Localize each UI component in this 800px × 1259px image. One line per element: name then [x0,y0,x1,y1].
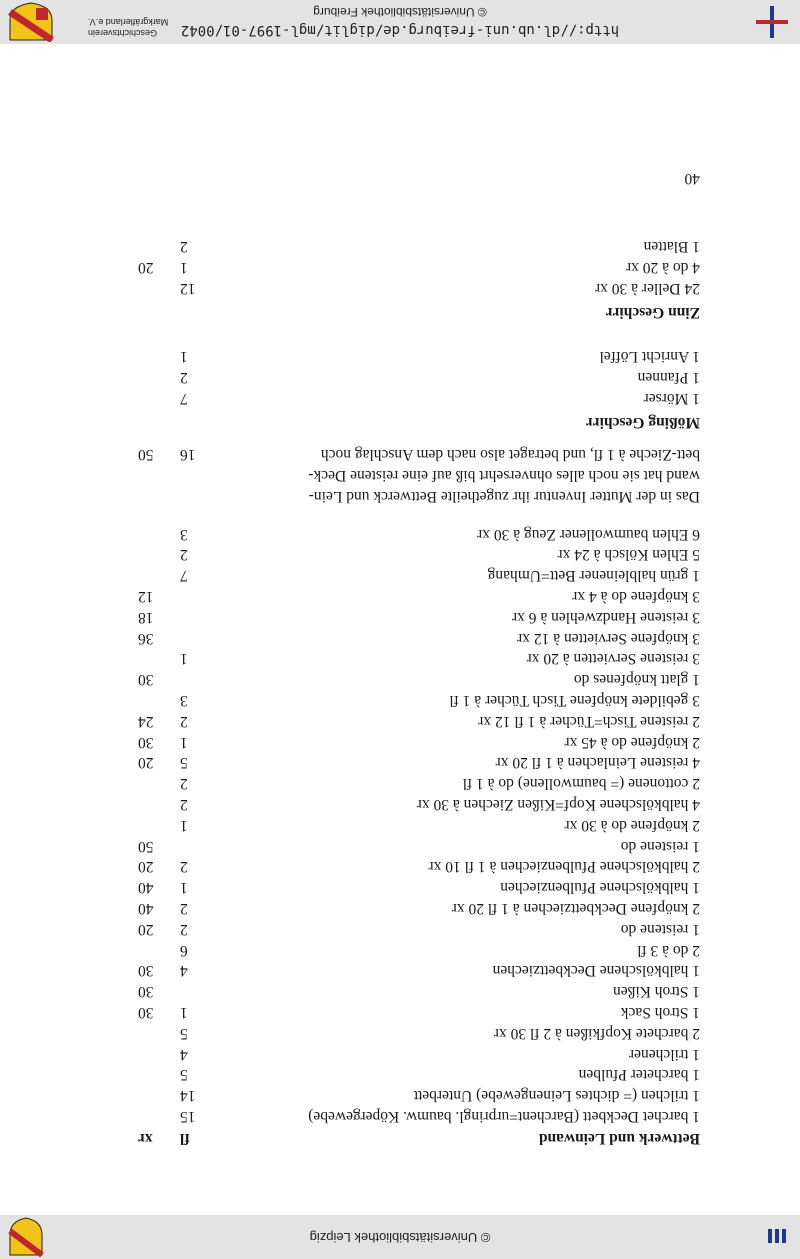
item-description: 1 trilchen (= dichtes Leinengewebe) Unterbett [413,1087,700,1105]
item-xr: 12 [138,588,154,605]
inventory-row [90,388,700,409]
item-fl: 15 [180,1108,196,1125]
paragraph-line: bett-Zieche à 1 fl, und betraget also nach dem Anschlag noch 16 50 [138,446,700,463]
item-description: 1 Stroh Sack [620,1004,700,1021]
section-heading-zinn: Zinn Geschirr [605,304,700,321]
inventory-row [90,711,700,732]
item-description: 1 Anricht Löffel [599,348,700,365]
item-fl: 2 [180,900,188,917]
item-description: 1 Stroh Kißen [613,983,700,1001]
item-fl: 5 [180,1066,188,1084]
header-bar [0,1215,800,1259]
inventory-row [90,794,700,815]
society-crest [6,1217,70,1257]
library-credit: © Universitätsbibliothek Leipzig [309,1230,491,1245]
item-fl: 5 [180,1024,188,1042]
item-fl: 1 [180,259,188,276]
footer-bar [0,0,800,44]
inventory-row [90,940,700,961]
item-fl: 1 [180,348,188,365]
item-description: 1 glatt knöpfenes do [573,671,700,689]
item-fl: 7 [180,567,188,585]
inventory-row [90,1064,700,1085]
inventory-row [90,278,700,299]
item-description: 2 cottonene (= baumwollene) do à 1 fl [462,775,700,793]
inventory-row [90,1085,700,1106]
item-fl: 1 [180,879,188,897]
item-xr: 40 [138,879,154,897]
item-description: 2 knöpfene Deckbettziechen à 1 fl 20 xr [451,900,700,917]
footer-credit: © Universitätsbibliothek Freiburg [313,5,487,19]
inventory-row [90,607,700,628]
item-description: 1 barchet Deckbett (Barchent=urpringl. baumw. Köpergewebe) [308,1108,700,1125]
inventory-row [90,257,700,278]
inventory-row [90,1044,700,1065]
inventory-row [90,1106,700,1127]
section-heading-bettwerk: Bettwerk und Leinwand fl xr [138,1130,700,1147]
inventory-row [90,367,700,388]
inventory-row [90,960,700,981]
item-fl: 4 [180,962,188,980]
inventory-row [90,836,700,857]
inventory-row [90,236,700,257]
item-description: 2 do à 3 fl [637,941,700,959]
item-xr: 30 [138,733,154,751]
item-description: 1 trilchener [628,1045,700,1063]
library-logo-icon [750,4,794,40]
item-description: 2 barchete Kopfkißen à 2 fl 30 xr [493,1024,700,1042]
item-description: 3 gebildete knöpfene Tisch Tücher à 1 fl [449,692,700,709]
inventory-row [90,1002,700,1023]
library-logo-icon [742,1217,794,1257]
item-description: 2 knöpfene do à 45 xr [564,733,700,751]
inventory-row [90,669,700,690]
item-description: 3 reistene Servietten à 20 xr [526,650,700,668]
item-description: 6 Ehlen baumwollener Zeug à 30 xr [477,525,700,543]
item-fl: 1 [180,733,188,751]
inventory-row [90,565,700,586]
item-fl: 2 [180,796,188,813]
inventory-row [90,346,700,367]
item-description: 2 knöpfene do à 30 xr [564,816,700,834]
item-description: 5 Ehlen Kölsch à 24 xr [557,546,700,564]
item-description: 1 Blatten [643,238,700,255]
item-description: 1 barcheter Pfulben [578,1066,700,1084]
inventory-row [90,919,700,940]
inventory-row [90,586,700,607]
item-fl: 7 [180,390,188,407]
item-fl: 6 [180,941,188,959]
item-xr: 20 [138,754,154,772]
item-xr: 30 [138,983,154,1001]
item-fl: 2 [180,775,188,793]
inventory-row [90,752,700,773]
item-fl: 4 [180,1045,188,1063]
item-fl: 1 [180,1004,188,1021]
item-xr: 18 [138,608,154,626]
item-xr: 30 [138,1004,154,1021]
item-description: 2 reistene Tisch=Tücher à 1 fl 12 xr [478,712,700,730]
item-fl: 3 [180,692,188,709]
item-xr: 20 [138,259,154,276]
paragraph-fl: 16 [180,446,196,463]
column-header-fl: fl [180,1130,190,1147]
item-description: 4 reistene Leinlachen à 1 fl 20 xr [495,754,700,772]
item-fl: 2 [180,238,188,255]
column-header-xr: xr [138,1130,153,1147]
item-fl: 12 [180,280,196,297]
item-fl: 1 [180,650,188,668]
item-fl: 14 [180,1087,196,1105]
item-description: 1 halbkölschene Pfulbenziechen [500,879,700,897]
item-description: 1 halbkölschene Deckbettziechen [492,962,700,980]
item-xr: 50 [138,837,154,855]
paragraph-line: wand hat sie noch alles ohnversehrt biß auf eine reistene Deck- [308,467,700,484]
item-fl: 2 [180,920,188,938]
item-description: 4 do à 20 xr [625,259,700,276]
item-description: 3 reistene Handzwehlen à 6 xr [511,608,700,626]
item-xr: 24 [138,712,154,730]
item-xr: 20 [138,920,154,938]
inventory-row [90,648,700,669]
inventory-row [90,732,700,753]
inventory-row [90,877,700,898]
inventory-row [90,981,700,1002]
item-xr: 40 [138,900,154,917]
section-heading-messing: Mößing Geschirr [585,414,700,431]
item-description: 2 halbkölschene Pfulbenziechen à 1 fl 10 xr [428,858,700,876]
coat-of-arms-icon [6,2,56,42]
item-xr: 20 [138,858,154,876]
page-number: 40 [684,170,700,187]
inventory-row [90,773,700,794]
item-description: 1 Mörser [643,390,700,407]
item-description: 3 knöpfene do à 4 xr [572,588,700,605]
item-xr: 36 [138,629,154,647]
item-fl: 2 [180,546,188,564]
item-description: 24 Deller à 30 xr [594,280,700,297]
inventory-row [90,628,700,649]
coat-of-arms-icon [8,1217,44,1257]
inventory-row [90,815,700,836]
inventory-row [90,1023,700,1044]
item-description: 1 Pfannen [637,369,700,386]
item-description: 1 reistene do [620,837,700,855]
paragraph-line: Das in der Mutter Inventur ihr zugetheilte Bettwerck und Lein- [308,488,700,505]
inventory-row [90,690,700,711]
item-fl: 2 [180,858,188,876]
inventory-row [90,898,700,919]
item-fl: 2 [180,369,188,386]
item-description: 1 grün halbleinener Bett=Umhang [487,567,700,585]
item-fl: 1 [180,816,188,834]
item-fl: 5 [180,754,188,772]
item-xr: 30 [138,671,154,689]
item-fl: 2 [180,712,188,730]
paragraph-xr: 50 [138,446,154,463]
inventory-row [90,524,700,545]
footer-url[interactable]: http://dl.ub.uni-freiburg.de/diglit/mgl-1997-01/0042 [180,22,620,38]
inventory-row [90,544,700,565]
inventory-row [90,856,700,877]
item-xr: 30 [138,962,154,980]
item-description: 1 reistene do [620,920,700,938]
item-description: 4 halbkölschene Kopf=Kißen Ziechen à 30 xr [416,796,700,813]
society-label: Geschichtsverein Markgräflerland e.V. [88,17,169,38]
item-description: 3 knöpfene Servietten à 12 xr [517,629,700,647]
item-fl: 3 [180,525,188,543]
